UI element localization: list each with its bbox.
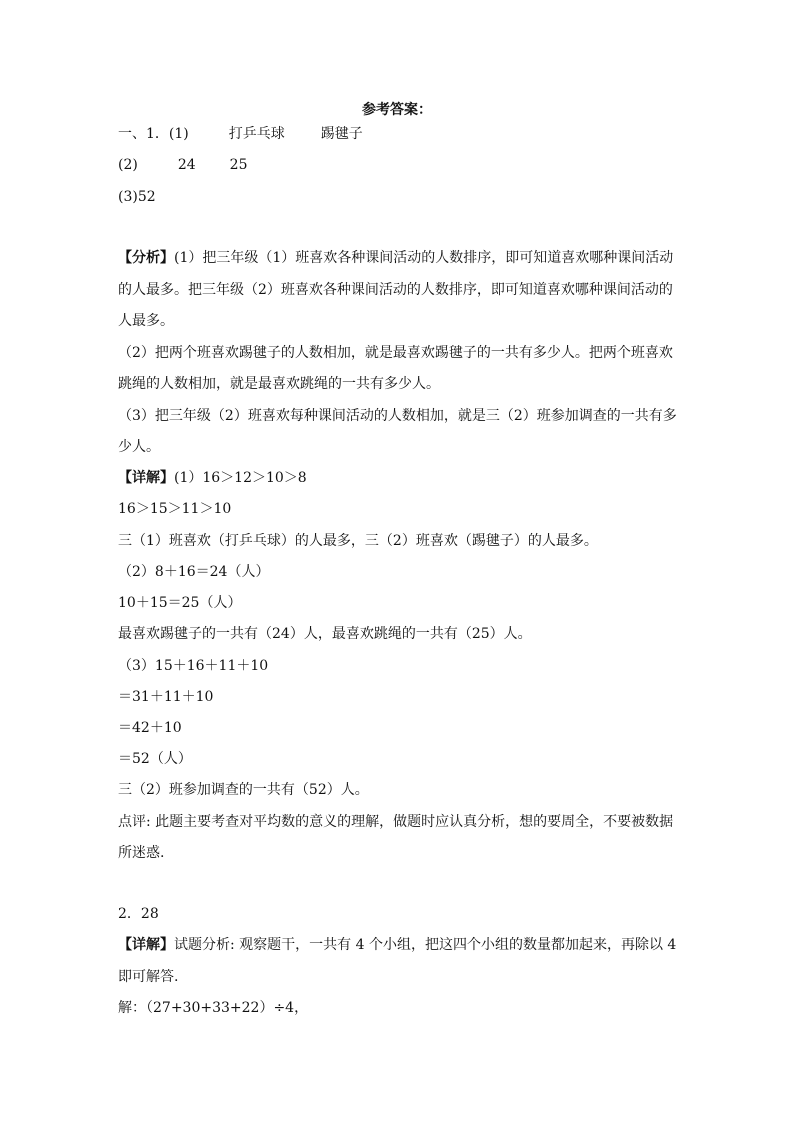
analysis-line: [118, 248, 673, 268]
detail-line: （2）8＋16＝24（人）: [118, 564, 270, 580]
detail-line: 三（2）班参加调查的一共有（52）人。: [118, 782, 369, 798]
detail-line: ＝42＋10: [118, 720, 182, 736]
q1-part2-answer-1: 24: [177, 157, 196, 173]
comment-line: 点评: 此题主要考查对平均数的意义的理解，做题时应认真分析，想的要周全，不要被数据: [118, 814, 674, 830]
analysis-line: 人最多。: [118, 313, 174, 329]
q1-part1-answer: [118, 124, 363, 144]
analysis-line: 跳绳的人数相加，就是最喜欢跳绳的一共有多少人。: [118, 376, 440, 392]
detail-line: [118, 468, 307, 488]
detail-line: 最喜欢踢毽子的一共有（24）人，最喜欢跳绳的一共有（25）人。: [118, 626, 532, 642]
analysis-line: 的人最多。把三年级（2）班喜欢各种课间活动的人数排序，即可知道喜欢哪种课间活动的: [118, 282, 673, 298]
detail-text: (1）16＞12＞10＞8: [174, 470, 307, 486]
q2-solution-line: 解：（27+30+33+22）÷4，: [118, 1000, 309, 1016]
q2-detail-line: [118, 935, 676, 955]
q1-part2-answer-2: 25: [229, 157, 248, 173]
analysis-line: 少人。: [118, 439, 160, 455]
q1-part1-answer-2: 踢毽子: [320, 126, 363, 142]
q1-part2-number: (2): [118, 157, 138, 173]
q1-part3-answer: (3)52: [118, 189, 156, 205]
q1-part1-answer-1: 打乒乓球: [228, 126, 285, 142]
detail-line: 10＋15＝25（人）: [118, 595, 242, 611]
detail-line: 16＞15＞11＞10: [118, 501, 232, 517]
q2-answer: 2．28: [118, 906, 159, 922]
detail-tag: 【详解】: [118, 470, 174, 486]
detail-line: （3）15＋16＋11＋10: [118, 658, 269, 674]
q2-detail-line: 即可解答.: [118, 969, 179, 985]
detail-line: ＝52（人）: [118, 751, 192, 767]
analysis-text: (1）把三年级（1）班喜欢各种课间活动的人数排序，即可知道喜欢哪种课间活动: [174, 250, 674, 266]
detail-line: ＝31＋11＋10: [118, 689, 214, 705]
q1-part2-answer: [118, 155, 248, 175]
detail-line: 三（1）班喜欢（打乒乓球）的人最多，三（2）班喜欢（踢毽子）的人最多。: [118, 533, 598, 549]
q2-detail-text: 试题分析: 观察题干，一共有 4 个小组，把这四个小组的数量都加起来，再除以 4: [174, 937, 677, 953]
analysis-tag: 【分析】: [118, 250, 174, 266]
q1-part1-number: 一、1．(1): [118, 126, 189, 142]
analysis-line: （3）把三年级（2）班喜欢每种课间活动的人数相加，就是三（2）班参加调查的一共有多: [118, 408, 677, 424]
analysis-line: （2）把两个班喜欢踢毽子的人数相加，就是最喜欢踢毽子的一共有多少人。把两个班喜欢: [118, 345, 673, 361]
answer-title: 参考答案：: [362, 102, 432, 118]
q2-detail-tag: 【详解】: [118, 937, 174, 953]
comment-line: 所迷惑.: [118, 845, 165, 861]
